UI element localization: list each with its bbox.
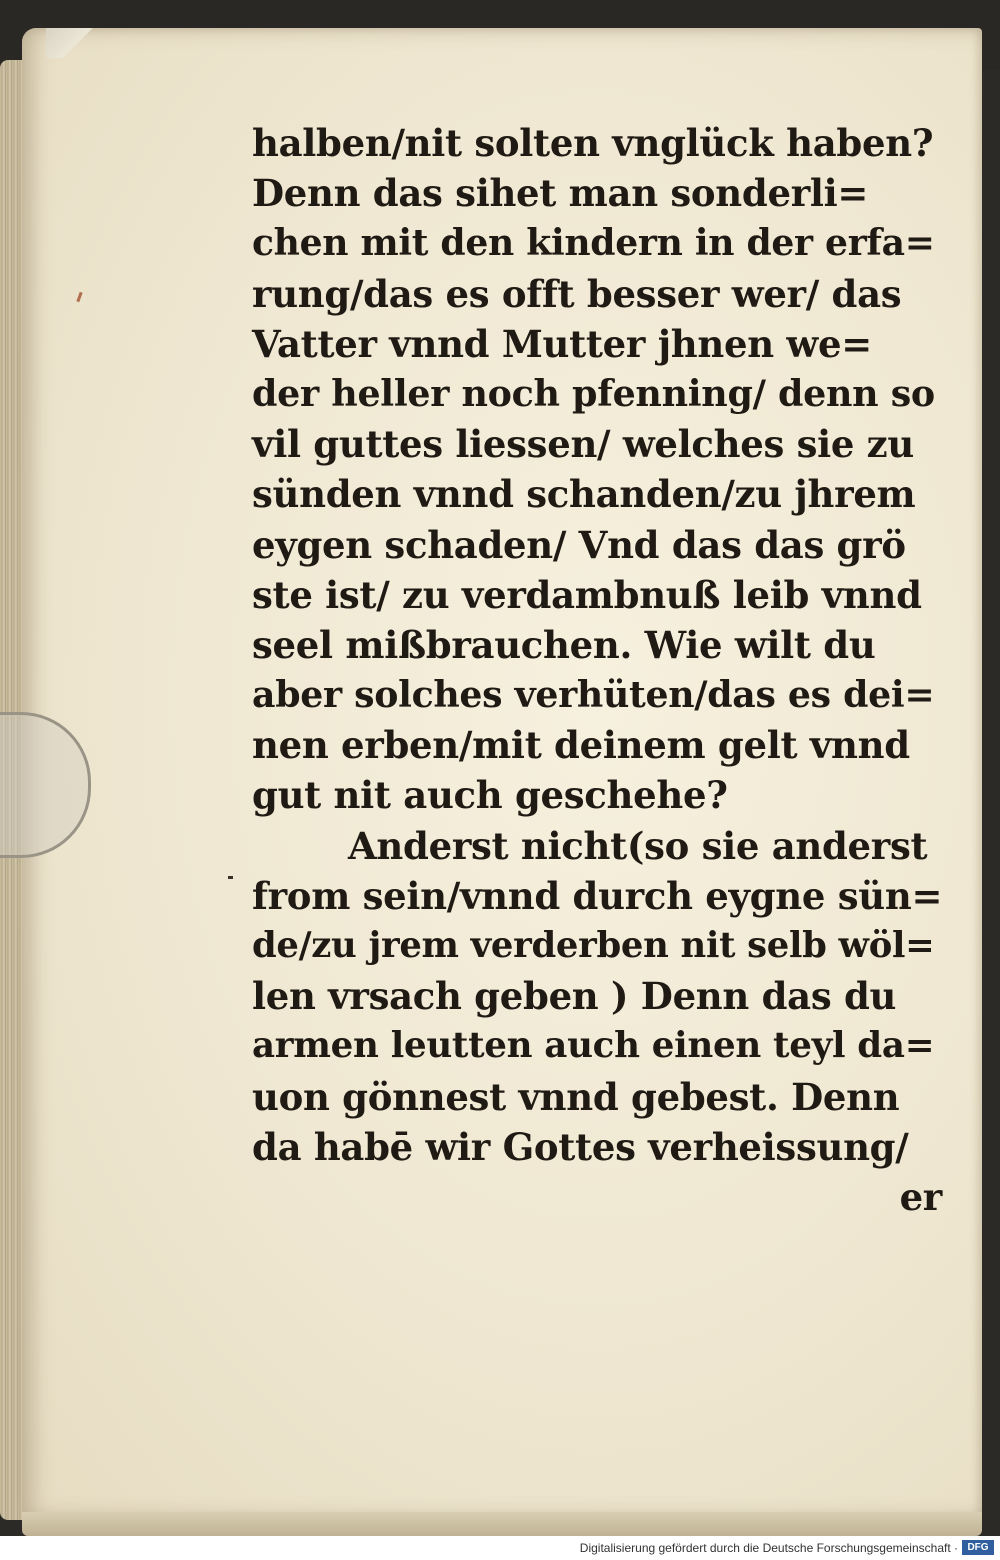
ink-dot [228, 876, 233, 879]
text-line: da habē wir Gottes verheissung/ [252, 1124, 909, 1169]
dfg-logo-icon: DFG [962, 1540, 994, 1555]
text-line: armen leutten auch einen teyl da= [252, 1025, 935, 1067]
text-line: de/zu jrem verderben nit selb wöl= [252, 925, 935, 966]
page-bottom-edge [22, 1512, 982, 1536]
text-line: halben/nit solten vnglück haben? [252, 121, 934, 165]
text-line: Denn das sihet man sonderli= [252, 171, 869, 216]
catchword: er [899, 1174, 942, 1219]
text-line: Vatter vnnd Mutter jhnen we= [252, 321, 872, 366]
text-line: sünden vnnd schanden/zu jhrem [252, 472, 916, 517]
text-line: eygen schaden/ Vnd das das grö [252, 522, 906, 567]
text-line: nen erben/mit deinem gelt vnnd [252, 723, 910, 768]
text-line: chen mit den kindern in der erfa= [252, 221, 935, 265]
text-line: uon gönnest vnnd gebest. Denn [252, 1074, 900, 1119]
text-line: vil guttes liessen/ welches sie zu [252, 422, 914, 467]
text-line: len vrsach geben ) Denn das du [252, 974, 897, 1019]
text-line: gut nit auch geschehe? [252, 773, 728, 818]
text-line: ste ist/ zu verdambnuß leib vnnd [252, 572, 922, 617]
folded-corner [46, 28, 94, 58]
footer-credit: Digitalisierung gefördert durch die Deutsche Forschungsgemeinschaft · [579, 1541, 958, 1555]
text-line: rung/das es offt besser wer/ das [252, 271, 902, 316]
footer-bar [0, 1536, 1000, 1560]
text-line-paragraph-start: Anderst nicht(so sie anderst [348, 823, 928, 868]
text-line: seel mißbrauchen. Wie wilt du [252, 622, 876, 667]
text-line: from sein/vnnd durch eygne sün= [252, 873, 943, 918]
text-line: aber solches verhüten/das es dei= [252, 673, 935, 717]
page-text [252, 118, 942, 1222]
text-line: der heller noch pfenning/ denn so [252, 371, 935, 415]
